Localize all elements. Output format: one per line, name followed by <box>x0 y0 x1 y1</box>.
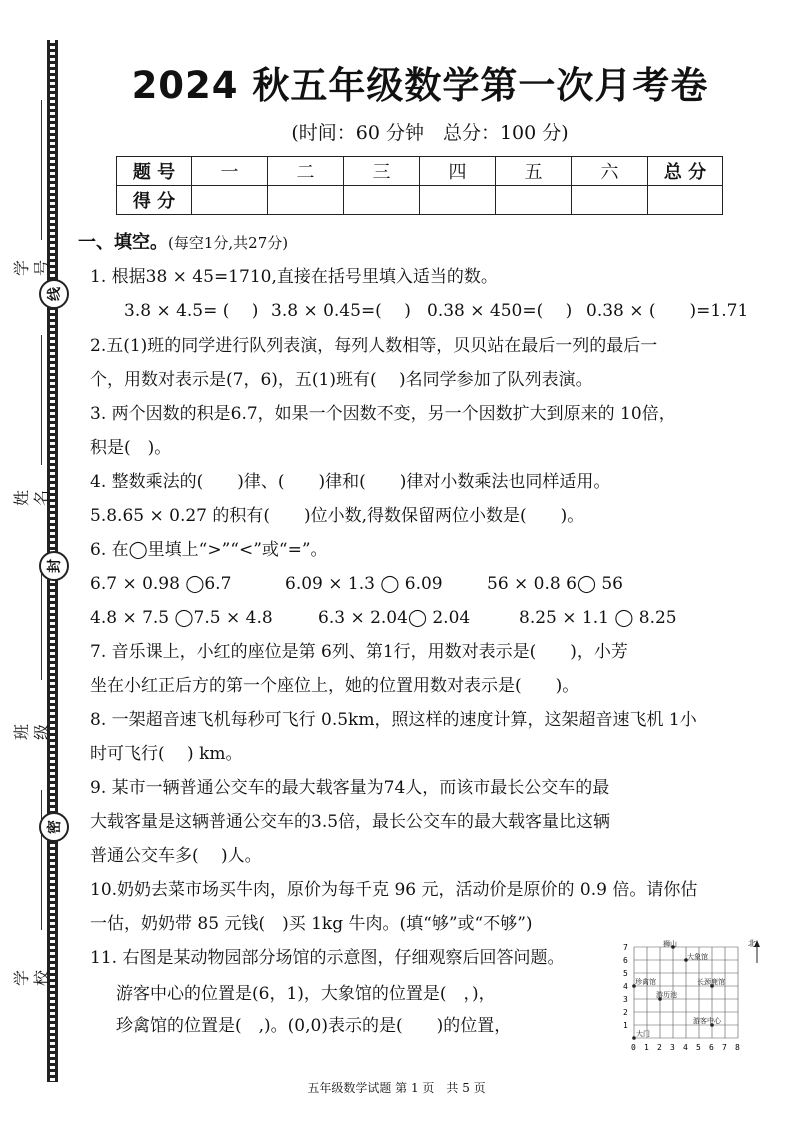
map-x-tick: 3 <box>670 1043 675 1052</box>
section-heading: 一、填空。(每空1分,共27分) <box>78 232 289 253</box>
question-6d: 4.8 × 7.5 ◯7.5 × 4.8 <box>90 608 273 628</box>
question-2: 2.五(1)班的同学进行队列表演，每列人数相等，贝贝站在最后一列的最后一 <box>90 336 658 356</box>
map-place-pond: 游历池 <box>656 991 677 999</box>
map-place-gate: 大门 <box>636 1030 650 1038</box>
map-y-tick: 4 <box>623 982 628 991</box>
zoo-map-svg <box>620 937 770 1057</box>
map-place-lion-hill: 狮山 <box>663 940 677 948</box>
question-3-cont: 积是( )。 <box>90 438 172 458</box>
question-9-cont2: 普通公交车多( )人。 <box>90 846 262 866</box>
question-6a: 6.7 × 0.98 ◯6.7 <box>90 574 232 594</box>
question-1c: 0.38 × 450=( ) <box>427 301 573 321</box>
map-place-bird-hall: 珍禽馆 <box>635 978 656 986</box>
question-1: 1. 根据38 × 45=1710,直接在括号里填入适当的数。 <box>90 267 498 287</box>
map-place-visitor-center: 游客中心 <box>693 1017 721 1025</box>
margin-line <box>41 335 42 465</box>
map-y-tick: 3 <box>623 995 628 1004</box>
score-input-cell[interactable] <box>496 186 572 215</box>
map-x-tick: 6 <box>709 1043 714 1052</box>
map-y-tick: 5 <box>623 969 628 978</box>
score-input-cell[interactable] <box>420 186 496 215</box>
map-place-elephant-hall: 大象馆 <box>687 953 708 961</box>
question-11: 11. 右图是某动物园部分场馆的示意图，仔细观察后回答问题。 <box>90 948 565 968</box>
margin-label-student-id: 学 号 <box>12 260 51 277</box>
question-10: 10.奶奶去菜市场买牛肉，原价为每千克 96 元，活动价是原价的 0.9 倍。请你估 <box>90 880 698 900</box>
score-cell: 三 <box>344 157 420 186</box>
score-cell: 六 <box>572 157 648 186</box>
score-input-cell[interactable] <box>344 186 420 215</box>
question-7: 7. 音乐课上，小红的座位是第 6列、第1行，用数对表示是( )，小芳 <box>90 642 628 662</box>
seal-secret-mark: 密 <box>39 812 69 842</box>
seal-seal-mark: 封 <box>39 551 69 581</box>
score-cell: 一 <box>192 157 268 186</box>
map-x-tick: 8 <box>735 1043 740 1052</box>
map-x-tick: 2 <box>657 1043 662 1052</box>
score-input-cell[interactable] <box>648 186 723 215</box>
question-4: 4. 整数乘法的( )律、( )律和( )律对小数乘法也同样适用。 <box>90 472 611 492</box>
seal-line-mark: 线 <box>39 279 69 309</box>
margin-label-name: 姓 名 <box>12 490 51 507</box>
question-10-cont: 一估，奶奶带 85 元钱( )买 1kg 牛肉。(填“够”或“不够”) <box>90 914 533 934</box>
map-x-tick: 0 <box>631 1043 636 1052</box>
map-x-tick: 5 <box>696 1043 701 1052</box>
score-cell: 五 <box>496 157 572 186</box>
question-5: 5.8.65 × 0.27 的积有( )位小数,得数保留两位小数是( )。 <box>90 506 585 526</box>
map-place-giraffe-hall: 长颈鹿馆 <box>697 978 725 986</box>
question-2-cont: 个，用数对表示是(7，6)，五(1)班有( )名同学参加了队列表演。 <box>90 370 593 390</box>
score-input-cell[interactable] <box>192 186 268 215</box>
question-8: 8. 一架超音速飞机每秒可飞行 0.5km，照这样的速度计算，这架超音速飞机 1小 <box>90 710 697 730</box>
score-cell: 总 分 <box>648 157 723 186</box>
question-1d: 0.38 × ( )=1.71 <box>586 301 749 321</box>
score-table <box>116 156 723 215</box>
question-6e: 6.3 × 2.04◯ 2.04 <box>318 608 471 628</box>
question-9-cont: 大载客量是这辆普通公交车的3.5倍，最长公交车的最大载客量比这辆 <box>90 812 611 832</box>
question-1a: 3.8 × 4.5= ( ) <box>124 301 259 321</box>
map-x-tick: 4 <box>683 1043 688 1052</box>
map-x-tick: 7 <box>722 1043 727 1052</box>
margin-line <box>41 570 42 680</box>
score-input-cell[interactable] <box>268 186 344 215</box>
map-y-tick: 2 <box>623 1008 628 1017</box>
question-6b: 6.09 × 1.3 ◯ 6.09 <box>285 574 443 594</box>
question-6f: 8.25 × 1.1 ◯ 8.25 <box>519 608 677 628</box>
score-table-header-row <box>117 157 723 186</box>
question-9: 9. 某市一辆普通公交车的最大载客量为74人，而该市最长公交车的最 <box>90 778 610 798</box>
score-cell: 题 号 <box>117 157 192 186</box>
map-y-tick: 6 <box>623 956 628 965</box>
margin-label-class: 班 级 <box>12 724 51 741</box>
question-8-cont: 时可飞行( ) km。 <box>90 744 243 764</box>
page-subtitle: (时间：60 分钟 总分：100 分) <box>291 122 569 144</box>
score-cell: 二 <box>268 157 344 186</box>
page-footer: 五年级数学试题 第 1 页 共 5 页 <box>307 1081 486 1095</box>
score-table-score-row <box>117 186 723 215</box>
zoo-map <box>620 937 770 1057</box>
margin-line <box>41 790 42 930</box>
question-7-cont: 坐在小红正后方的第一个座位上，她的位置用数对表示是( )。 <box>90 676 580 696</box>
question-3: 3. 两个因数的积是6.7，如果一个因数不变，另一个因数扩大到原来的 10倍， <box>90 404 676 424</box>
question-6: 6. 在◯里填上“>”“<”或“=”。 <box>90 540 328 560</box>
north-label: 北 <box>748 939 756 948</box>
score-input-cell[interactable] <box>572 186 648 215</box>
map-y-tick: 7 <box>623 943 628 952</box>
question-11b: 珍禽馆的位置是( ,)。(0,0)表示的是( )的位置， <box>116 1016 512 1036</box>
question-6c: 56 × 0.8 6◯ 56 <box>487 574 623 594</box>
question-11a: 游客中心的位置是(6，1)，大象馆的位置是( ，)， <box>116 984 496 1004</box>
map-x-tick: 1 <box>644 1043 649 1052</box>
margin-label-school: 学 校 <box>12 970 51 987</box>
map-y-tick: 1 <box>623 1021 628 1030</box>
score-cell: 四 <box>420 157 496 186</box>
question-1b: 3.8 × 0.45=( ) <box>271 301 411 321</box>
page-title: 2024 秋五年级数学第一次月考卷 <box>131 64 709 107</box>
score-cell: 得 分 <box>117 186 192 215</box>
